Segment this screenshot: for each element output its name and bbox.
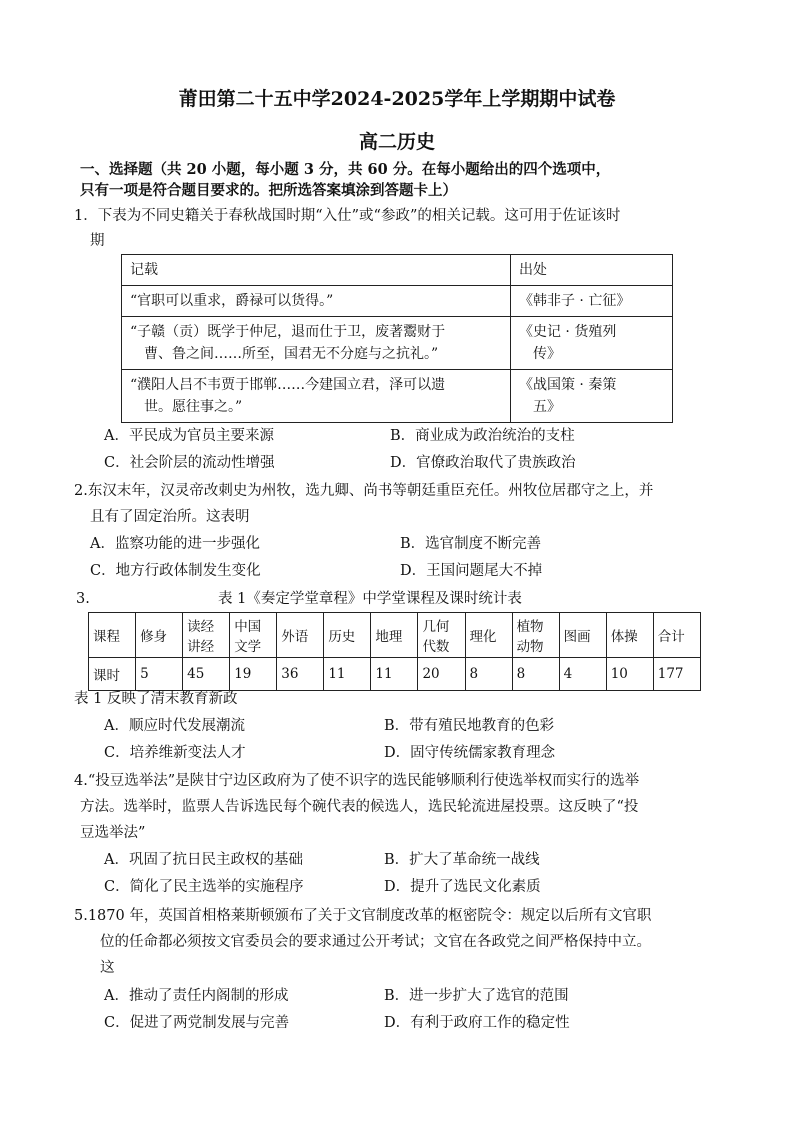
course-cell	[324, 613, 371, 658]
section-instructions-line1: 一、选择题（共 20 小题，每小题 3 分，共 60 分。在每小题给出的四个选项中，	[80, 161, 611, 178]
q5-stem-line2: 位的任命都必须按文官委员会的要求通过公开考试；文官在各政党之间严格保持中立。	[100, 934, 651, 950]
q4-stem-line1: 4.“投豆选举法”是陕甘宁边区政府为了使不识字的选民能够顺利行使选举权而实行的选举	[74, 773, 640, 789]
course-name: 图画	[563, 629, 591, 645]
q3-number: 3.	[76, 591, 90, 607]
course-name: 读经	[187, 619, 215, 635]
q5-option-c: C．促进了两党制发展与完善	[104, 1015, 290, 1031]
q4-option-d: D．提升了选民文化素质	[384, 879, 541, 895]
table-header-source: 出处	[510, 255, 672, 286]
record-text: “子赣（贡）既学于仲尼，退而仕于卫，废著鬻财于	[130, 324, 446, 340]
course-row	[89, 613, 701, 658]
q5-option-a: A．推动了责任内阁制的形成	[104, 988, 289, 1004]
course-cell	[136, 613, 183, 658]
course-cell	[418, 613, 465, 658]
q2-stem-line2: 且有了固定治所。这表明	[90, 509, 250, 525]
q2-option-b: B．选官制度不断完善	[400, 536, 542, 552]
record-cell	[122, 370, 511, 423]
q3-table-caption: 表 1《奏定学堂章程》中学堂课程及课时统计表	[218, 591, 522, 607]
q3-option-a: A．顺应时代发展潮流	[104, 718, 245, 734]
row-label-course: 课程	[89, 613, 136, 658]
course-name: 几何	[422, 619, 450, 635]
course-cell	[465, 613, 512, 658]
q2-option-a: A．监察功能的进一步强化	[90, 536, 260, 552]
course-name: 植物	[516, 619, 544, 635]
hours-cell: 19	[230, 658, 277, 691]
hours-row	[89, 658, 701, 691]
hours-cell: 177	[653, 658, 700, 691]
q4-stem-line2: 方法。选举时，监票人告诉选民每个碗代表的候选人，选民轮流进屋投票。这反映了“投	[80, 799, 639, 815]
hours-cell: 36	[277, 658, 324, 691]
hours-cell: 10	[606, 658, 653, 691]
course-cell	[230, 613, 277, 658]
table-header-row	[122, 255, 673, 286]
course-cell	[371, 613, 418, 658]
q2-option-d: D．王国问题尾大不掉	[400, 563, 543, 579]
hours-cell: 11	[371, 658, 418, 691]
row-label-hours: 课时	[89, 658, 136, 691]
section-instructions-line2: 只有一项是符合题目要求的。把所选答案填涂到答题卡上）	[80, 182, 457, 199]
exam-title: 莆田第二十五中学2024-2025学年上学期期中试卷	[178, 88, 616, 110]
hours-cell: 8	[465, 658, 512, 691]
course-name: 修身	[140, 629, 168, 645]
q5-stem-line1: 5.1870 年，英国首相格莱斯顿颁布了关于文官制度改革的枢密院令：规定以后所有文官职	[74, 908, 652, 924]
source-cell	[510, 370, 672, 423]
course-cell	[606, 613, 653, 658]
subject-title: 高二历史	[358, 131, 435, 153]
course-name: 体操	[610, 629, 638, 645]
q4-option-b: B．扩大了革命统一战线	[384, 852, 540, 868]
course-cell	[512, 613, 559, 658]
q1-option-a: A．平民成为官员主要来源	[104, 428, 274, 444]
hours-cell: 11	[324, 658, 371, 691]
hours-cell: 8	[512, 658, 559, 691]
source-text: 《史记 · 货殖列	[518, 324, 617, 340]
hours-cell: 20	[418, 658, 465, 691]
q5-stem-line3: 这	[100, 960, 115, 976]
record-text-cont: 曹、鲁之间……所至，国君无不分庭与之抗礼。”	[144, 346, 439, 362]
table-header-record: 记载	[122, 255, 511, 286]
course-cell	[653, 613, 700, 658]
record-cell	[122, 286, 511, 317]
record-text-cont: 世。愿往事之。”	[144, 399, 243, 415]
q2-option-c: C．地方行政体制发生变化	[90, 563, 261, 579]
table-row	[122, 370, 673, 423]
course-cell	[559, 613, 606, 658]
q2-stem-line1: 2.东汉末年，汉灵帝改刺史为州牧，选九卿、尚书等朝廷重臣充任。州牧位居郡守之上，并	[74, 483, 654, 499]
source-cell	[510, 286, 672, 317]
course-cell	[277, 613, 324, 658]
q1-records-table	[121, 254, 673, 423]
source-cell	[510, 317, 672, 370]
q5-option-b: B．进一步扩大了选官的范围	[384, 988, 569, 1004]
source-text: 《韩非子 · 亡征》	[518, 293, 631, 309]
course-name: 合计	[657, 629, 685, 645]
q3-option-c: C．培养维新变法人才	[104, 745, 246, 761]
course-name-cont: 讲经	[187, 639, 215, 655]
course-name: 地理	[375, 629, 403, 645]
q4-stem-line3: 豆选举法”	[80, 825, 146, 841]
q5-option-d: D．有利于政府工作的稳定性	[384, 1015, 570, 1031]
q3-option-d: D．固守传统儒家教育理念	[384, 745, 556, 761]
hours-cell: 45	[183, 658, 230, 691]
q4-option-c: C．简化了民主选举的实施程序	[104, 879, 304, 895]
course-name: 理化	[469, 629, 497, 645]
record-text: “濮阳人吕不韦贾于邯郸……今建国立君，泽可以遗	[130, 377, 446, 393]
hours-cell: 5	[136, 658, 183, 691]
source-text-cont: 传》	[532, 346, 561, 362]
table-row	[122, 317, 673, 370]
q3-curriculum-table	[88, 612, 701, 691]
table-row	[122, 286, 673, 317]
course-name-cont: 代数	[422, 639, 450, 655]
source-text-cont: 五》	[532, 399, 561, 415]
q1-option-b: B．商业成为政治统治的支柱	[390, 428, 575, 444]
course-name-cont: 动物	[516, 639, 544, 655]
q3-stem: 表 1 反映了清末教育新政	[74, 691, 238, 707]
hours-cell: 4	[559, 658, 606, 691]
q1-stem-line2: 期	[90, 233, 105, 249]
q1-stem-line1: 1．下表为不同史籍关于春秋战国时期“入仕”或“参政”的相关记载。这可用于佐证该时	[74, 208, 621, 224]
course-cell	[183, 613, 230, 658]
q1-option-d: D．官僚政治取代了贵族政治	[390, 455, 576, 471]
course-name: 中国	[234, 619, 262, 635]
q3-option-b: B．带有殖民地教育的色彩	[384, 718, 555, 734]
q4-option-a: A．巩固了抗日民主政权的基础	[104, 852, 303, 868]
record-cell	[122, 317, 511, 370]
course-name-cont: 文学	[234, 639, 262, 655]
q1-option-c: C．社会阶层的流动性增强	[104, 455, 275, 471]
source-text: 《战国策 · 秦策	[518, 377, 617, 393]
course-name: 外语	[281, 629, 309, 645]
course-name: 历史	[328, 629, 356, 645]
record-text: “官职可以重求，爵禄可以货得。”	[130, 293, 334, 309]
